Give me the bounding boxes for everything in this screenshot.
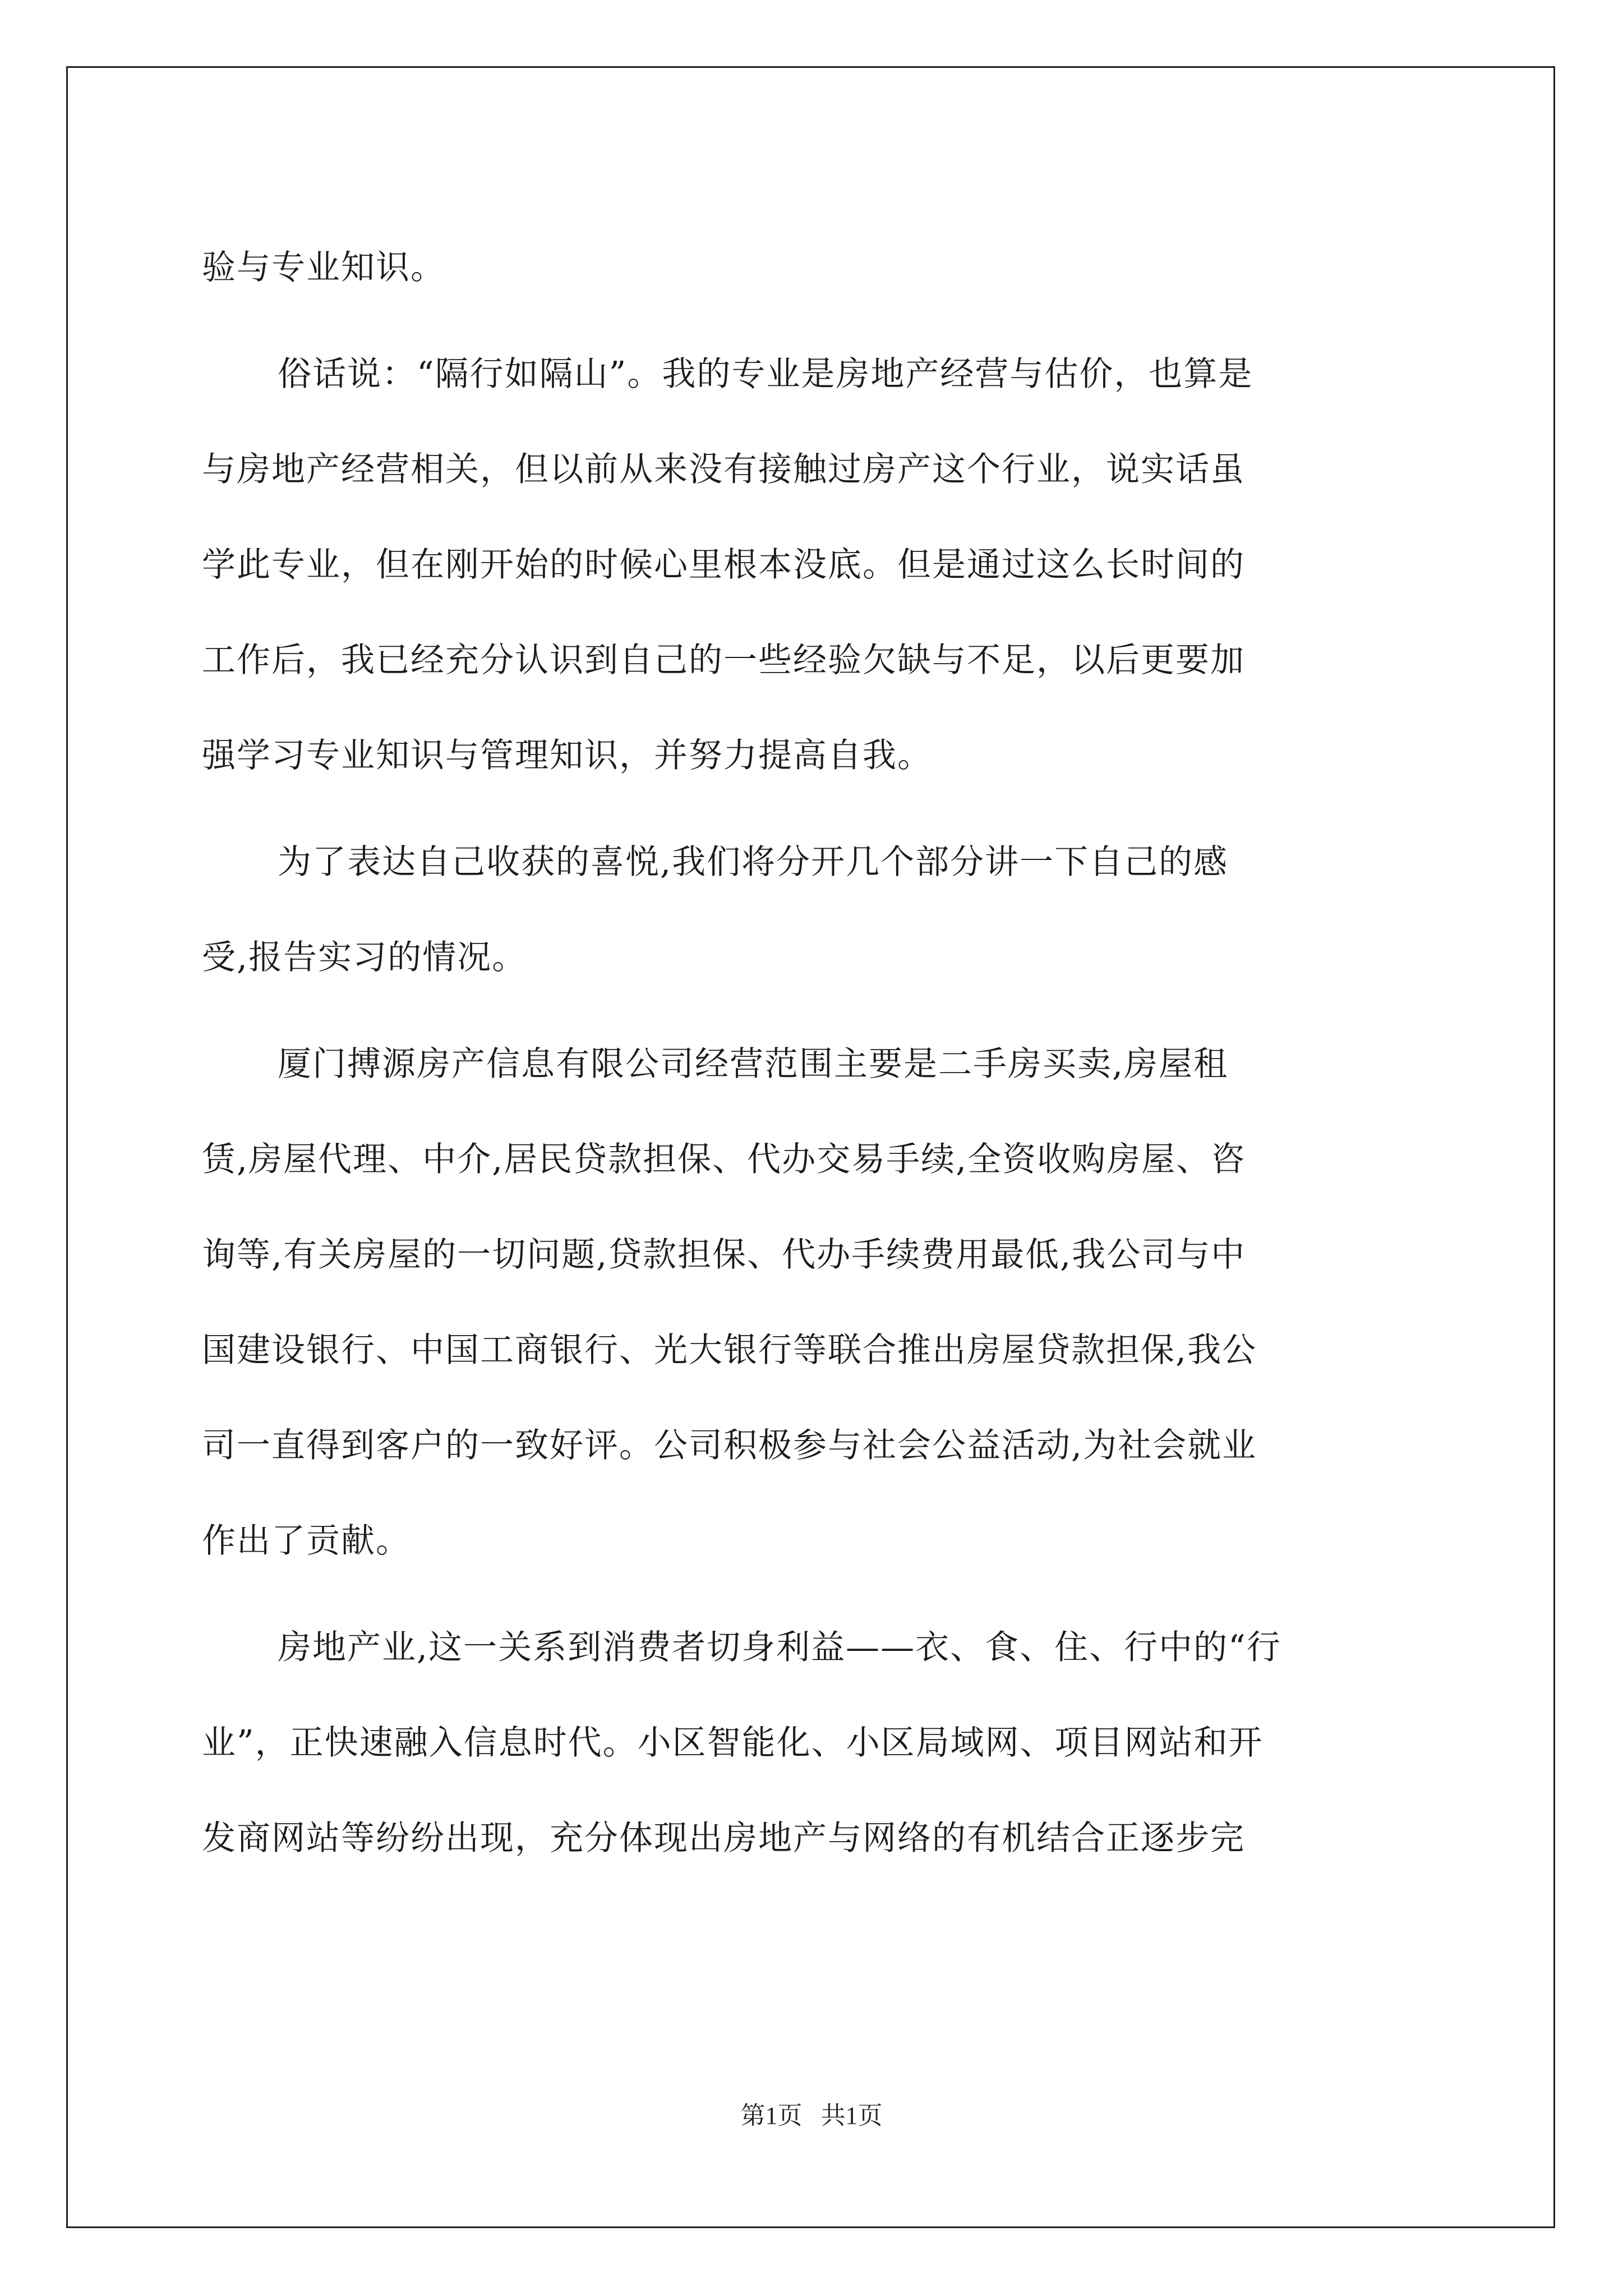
page-number-label: 第1页 共1页 (740, 2102, 883, 2129)
text-line: 询等,有关房屋的一切问题,贷款担保、代办手续费用最低,我公司与中 (202, 1235, 1246, 1274)
text-line: 验与专业知识。 (202, 248, 445, 287)
page-footer (0, 2095, 1623, 2131)
text-line: 受,报告实习的情况。 (202, 938, 527, 977)
text-line: 业”，正快速融入信息时代。小区智能化、小区局域网、项目网站和开 (202, 1723, 1264, 1763)
text-line: 房地产业,这一关系到消费者切身利益——衣、食、住、行中的“行 (278, 1628, 1281, 1667)
text-line: 作出了贡献。 (202, 1521, 411, 1561)
text-line: 发商网站等纷纷出现，充分体现出房地产与网络的有机结合正逐步完 (202, 1819, 1245, 1858)
text-line: 工作后，我已经充分认识到自己的一些经验欠缺与不足，以后更要加 (202, 641, 1245, 680)
text-line: 赁,房屋代理、中介,居民贷款担保、代办交易手续,全资收购房屋、咨 (202, 1140, 1246, 1179)
text-line: 为了表达自己收获的喜悦,我们将分开几个部分讲一下自己的感 (278, 843, 1229, 882)
text-line: 与房地产经营相关，但以前从来没有接触过房产这个行业，说实话虽 (202, 450, 1245, 489)
text-line: 强学习专业知识与管理知识，并努力提高自我。 (202, 736, 932, 775)
text-line: 国建设银行、中国工商银行、光大银行等联合推出房屋贷款担保,我公 (202, 1331, 1257, 1370)
text-line: 学此专业，但在刚开始的时候心里根本没底。但是通过这么长时间的 (202, 545, 1245, 585)
text-line: 厦门搏源房产信息有限公司经营范围主要是二手房买卖,房屋租 (278, 1045, 1229, 1084)
text-line: 俗话说：“隔行如隔山”。我的专业是房地产经营与估价，也算是 (278, 355, 1253, 394)
text-line: 司一直得到客户的一致好评。公司积极参与社会公益活动,为社会就业 (202, 1426, 1257, 1465)
document-body (202, 220, 1436, 1886)
